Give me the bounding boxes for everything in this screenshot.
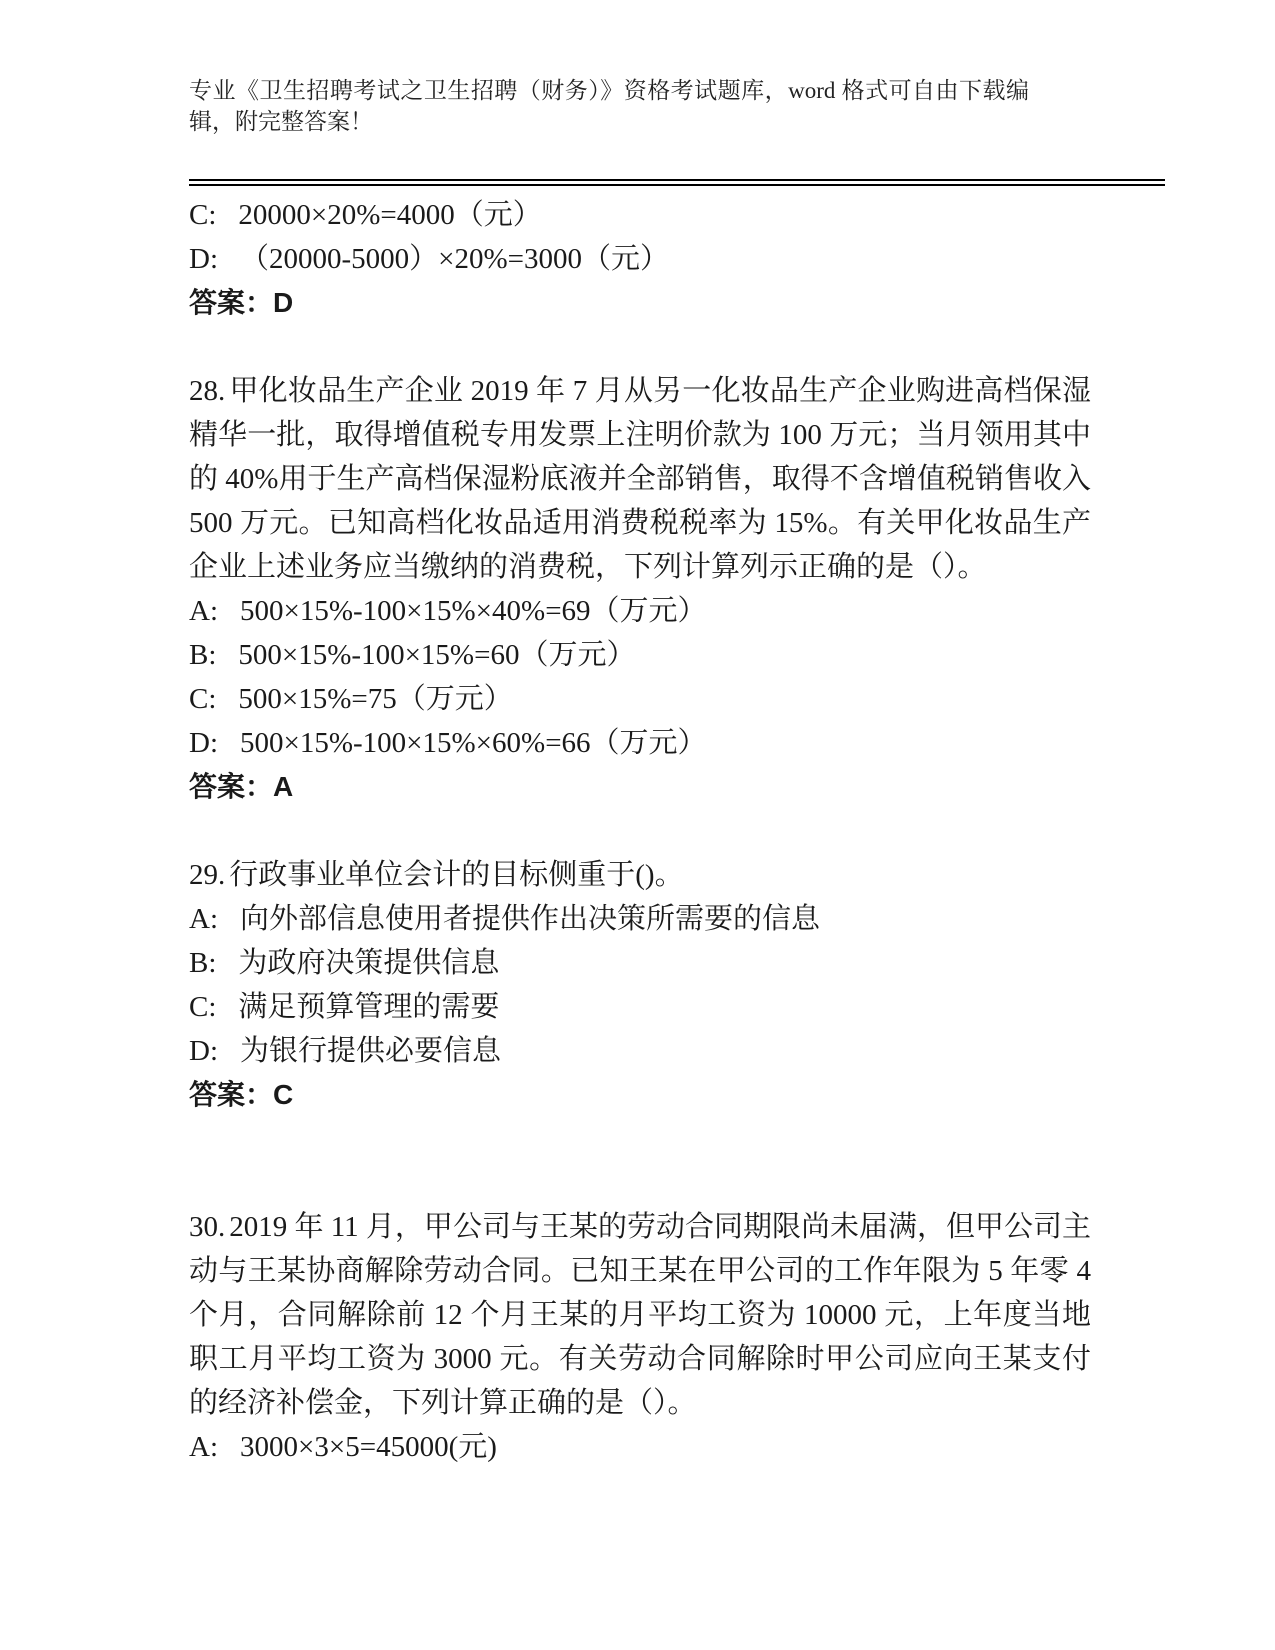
- option-row: [189, 677, 1091, 721]
- option-row: [189, 589, 1091, 633]
- question-paragraph: [189, 853, 1091, 897]
- answer-row: 答案：A: [189, 771, 294, 802]
- answer-row: 答案：C: [189, 1079, 294, 1110]
- question-number: 29.: [189, 859, 226, 891]
- document-body: [189, 193, 1091, 1469]
- question-number: 28.: [189, 375, 226, 407]
- option-label: A:: [189, 595, 218, 627]
- option-label: B:: [189, 639, 217, 671]
- option-row: [189, 1425, 1091, 1469]
- option-label: C:: [189, 199, 217, 231]
- option-label: D:: [189, 1035, 218, 1067]
- option-row: [189, 985, 1091, 1029]
- option-label: B:: [189, 947, 217, 979]
- option-label: C:: [189, 991, 217, 1023]
- option-label: A:: [189, 1431, 218, 1463]
- question-text: 2019 年 11 月，甲公司与王某的劳动合同期限尚未届满，但甲公司主动与王某协商解除劳动合同。已知王某在甲公司的工作年限为 5 年零 4 个月，合同解除前 12 个月王某的月平均工资为 10000 元，上年度当地职工月平均工资为 3000 元。有关劳动合同解除时甲公司应向王某支付的经济补偿金，下列计算正确的是（）。: [189, 1211, 1091, 1419]
- option-text: 满足预算管理的需要: [238, 991, 500, 1023]
- question-paragraph: [189, 369, 1091, 589]
- question-text: 行政事业单位会计的目标侧重于()。: [229, 859, 684, 891]
- option-text: 为政府决策提供信息: [238, 947, 500, 979]
- option-row: [189, 941, 1091, 985]
- option-label: D:: [189, 243, 218, 275]
- question-number: 30.: [189, 1211, 226, 1243]
- option-text: 20000×20%=4000（元）: [238, 199, 542, 231]
- option-label: C:: [189, 683, 217, 715]
- option-text: 500×15%=75（万元）: [238, 683, 513, 715]
- option-row: [189, 237, 1091, 281]
- question-text: 甲化妆品生产企业 2019 年 7 月从另一化妆品生产企业购进高档保湿精华一批，取得增值税专用发票上注明价款为 100 万元；当月领用其中的 40%用于生产高档保湿粉底液并全部销售，取得不含增值税销售收入 500 万元。已知高档化妆品适用消费税税率为 15%。有关甲化妆品生产企业上述业务应当缴纳的消费税，下列计算列示正确的是（）。: [189, 375, 1091, 583]
- option-text: 500×15%-100×15%=60（万元）: [238, 639, 636, 671]
- option-text: 500×15%-100×15%×60%=66（万元）: [240, 727, 707, 759]
- answer-row: 答案：D: [189, 287, 294, 318]
- option-row: [189, 633, 1091, 677]
- document-page: [189, 75, 1165, 1469]
- option-label: D:: [189, 727, 218, 759]
- option-text: 为银行提供必要信息: [240, 1035, 502, 1067]
- option-row: [189, 897, 1091, 941]
- option-text: 500×15%-100×15%×40%=69（万元）: [240, 595, 707, 627]
- blank-line: [189, 325, 1091, 369]
- header-divider: [189, 179, 1165, 186]
- blank-line: [189, 809, 1091, 853]
- blank-lines: [189, 1117, 1091, 1205]
- option-row: [189, 721, 1091, 765]
- page-header: 专业《卫生招聘考试之卫生招聘（财务）》资格考试题库，word 格式可自由下载编辑，附完整答案！: [189, 78, 1029, 134]
- option-label: A:: [189, 903, 218, 935]
- option-text: （20000-5000）×20%=3000（元）: [240, 243, 670, 275]
- option-text: 3000×3×5=45000(元): [240, 1431, 497, 1463]
- option-row: [189, 193, 1091, 237]
- question-paragraph: [189, 1205, 1091, 1425]
- option-text: 向外部信息使用者提供作出决策所需要的信息: [240, 903, 821, 935]
- option-row: [189, 1029, 1091, 1073]
